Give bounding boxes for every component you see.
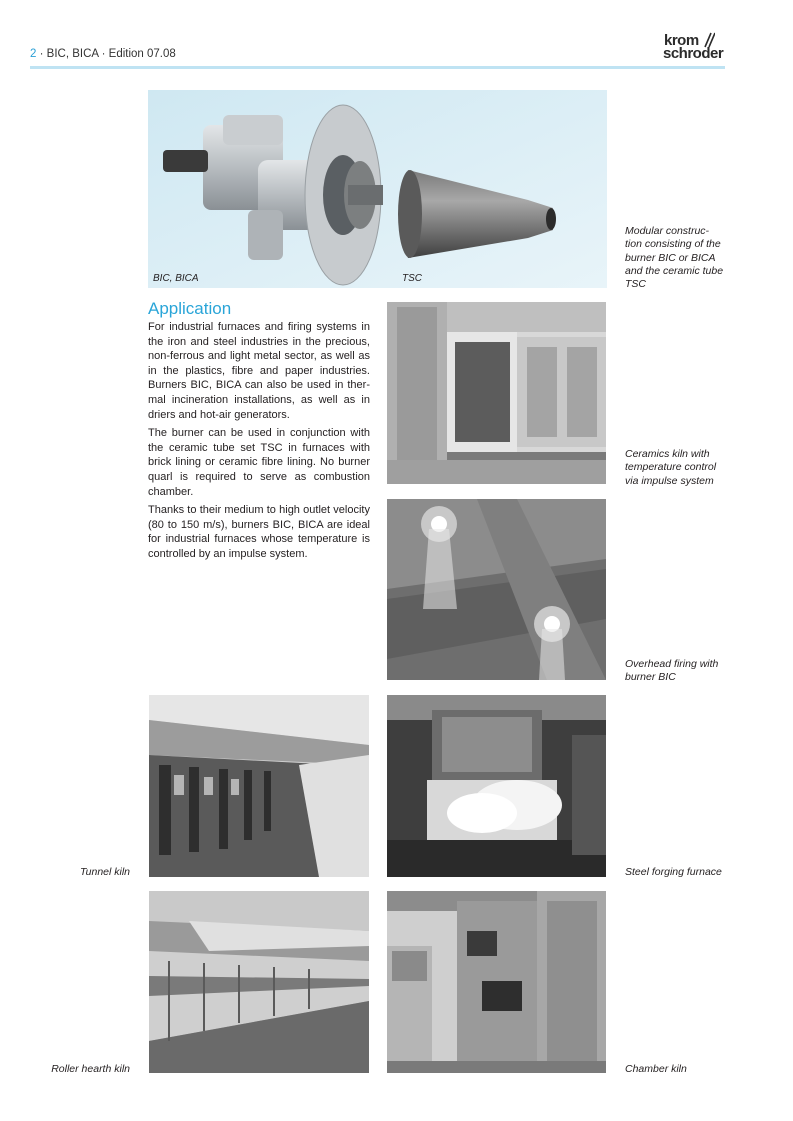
kromschroder-logo [663,33,727,63]
paragraph: For industrial furnaces and firing systems in the iron and steel industries in the precious, non-ferrous and light metal sector, as well as in the plastics, fibre and paper industries. Burners BIC, BICA can also be used in ther- mal incineration installations, as well as in driers and hot-air generators. [148,321,370,421]
ceramics-kiln-photo [387,302,606,484]
hero-label-tsc: TSC [402,273,422,284]
overhead-firing-photo [387,499,606,680]
section-title: Application [148,299,232,318]
paragraph: Thanks to their medium to high outlet velocity (80 to 150 m/s), burners BIC, BICA are ideal for industrial furnaces whose temperature is controlled by an impulse system. [148,504,370,560]
caption-tunnel-kiln: Tunnel kiln [80,866,130,878]
header-separator: · [39,48,44,60]
hero-product-photo [148,90,607,288]
chamber-kiln-photo [387,891,606,1073]
caption-roller-hearth-kiln: Roller hearth kiln [51,1063,130,1075]
caption-ceramics-kiln: Ceramics kiln with temperature control via impulse system [625,448,717,487]
hero-label-bic-bica: BIC, BICA [153,273,199,284]
steel-forging-furnace-photo [387,695,606,877]
caption-chamber-kiln: Chamber kiln [625,1063,687,1075]
roller-hearth-kiln-photo [149,891,369,1073]
logo-line-1: krom [664,32,699,49]
page-header [30,48,176,60]
header-rule [30,66,725,69]
logo-line-2: schroder [663,45,724,62]
logo-slash-icon [701,32,715,48]
caption-modular-construction: Modular construc- tion consisting of the burner BIC or BICA and the ceramic tube TSC [625,225,724,291]
paragraph: The burner can be used in conjunction with the ceramic tube set TSC in furnaces with brick lining or ceramic fibre lining. No burner quarl is required to serve as combustion chamber. [148,427,370,498]
tunnel-kiln-photo [149,695,369,877]
application-text [148,320,370,566]
caption-overhead-firing: Overhead firing with burner BIC [625,658,719,684]
caption-steel-forging: Steel forging furnace [625,866,722,878]
document-title: BIC, BICA · Edition 07.08 [46,48,176,60]
page-number: 2 [30,48,37,60]
